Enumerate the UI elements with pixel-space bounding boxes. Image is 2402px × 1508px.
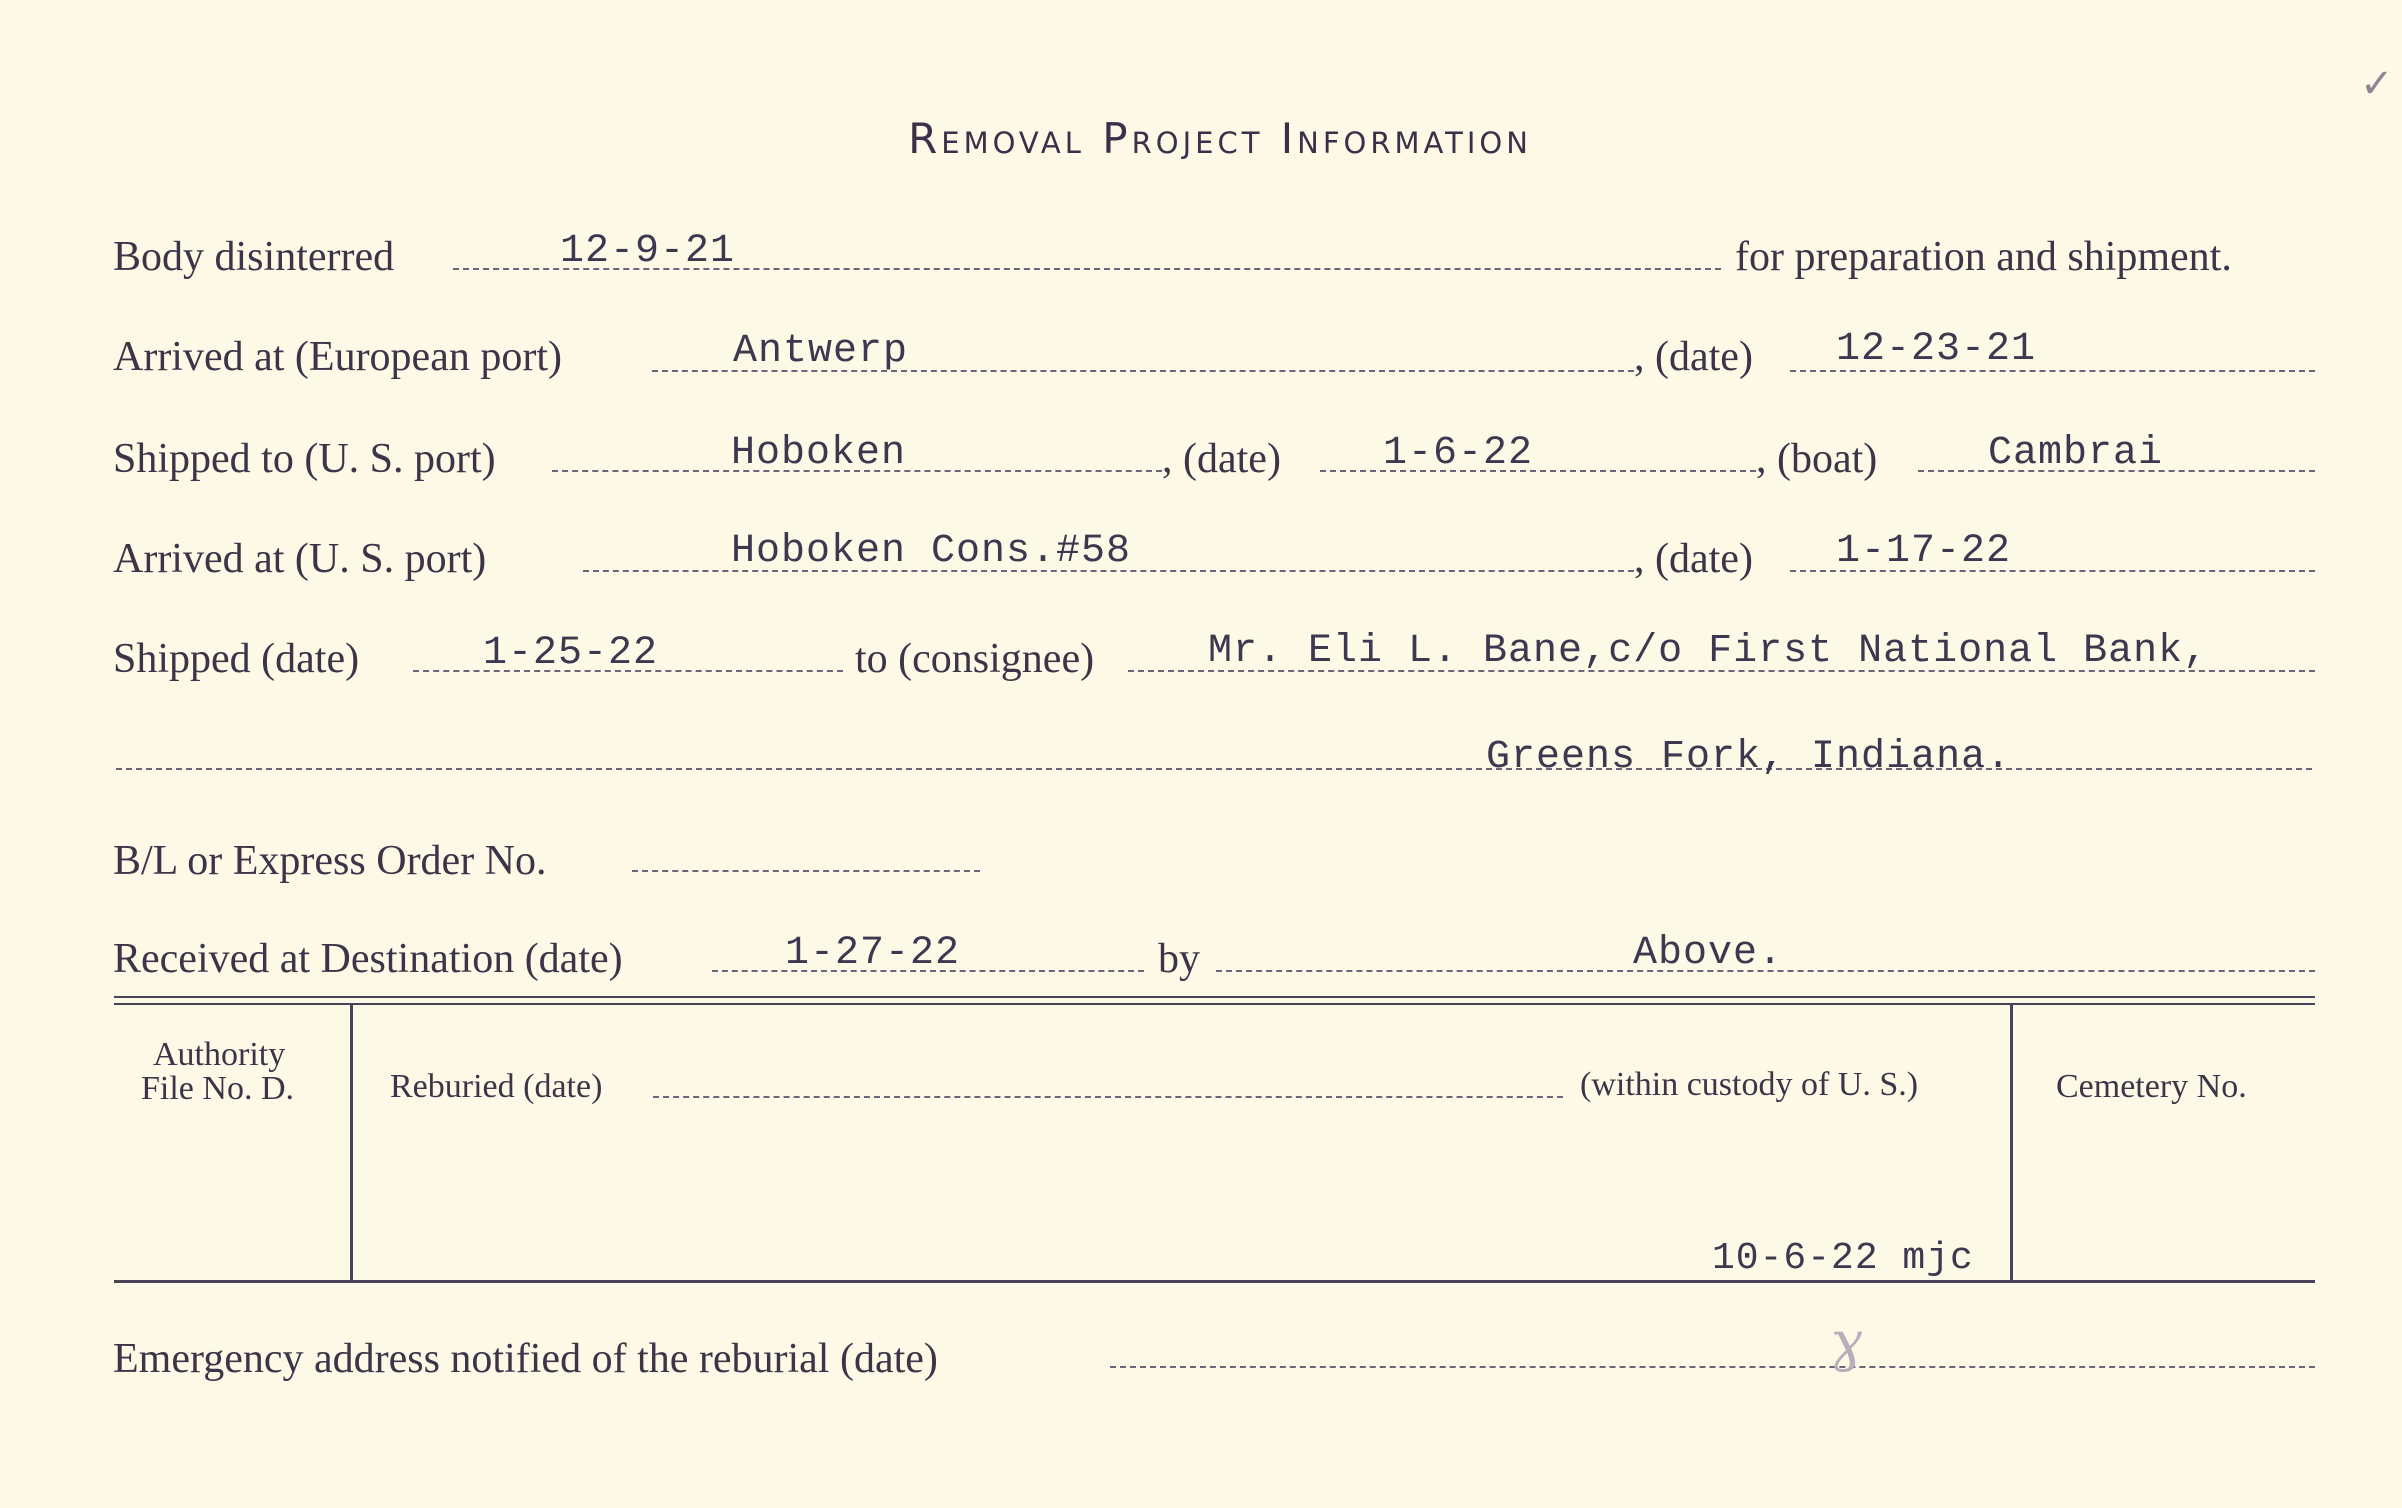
authority-label: Authority [153,1036,286,1073]
reburied-date-field [653,1096,1563,1098]
box-divider-right [2010,1005,2013,1280]
emergency-address-label: Emergency address notified of the reburial (date) [113,1336,938,1382]
received-destination-value: 1-27-22 [785,931,961,976]
file-no-label: File No. D. [141,1070,294,1107]
body-disinterred-label: Body disinterred [113,234,395,280]
box-divider-left [350,1005,353,1280]
european-port-date-label: , (date) [1634,334,1753,380]
bl-express-order-label: B/L or Express Order No. [113,838,547,884]
shipped-date-label: Shipped (date) [113,636,360,682]
preparation-shipment-label: for preparation and shipment. [1735,234,2232,280]
us-port-arrived-value: Hoboken Cons.#58 [731,529,1132,574]
box-bottom-rule [114,1280,2315,1283]
body-disinterred-value: 12-9-21 [560,229,736,274]
boat-label: , (boat) [1756,436,1878,482]
us-port-arrived-date-label: , (date) [1634,536,1753,582]
us-port-arrived-label: Arrived at (U. S. port) [113,536,487,582]
received-by-label: by [1158,936,1200,982]
received-destination-label: Received at Destination (date) [113,936,623,982]
european-port-date-value: 12-23-21 [1836,327,2037,372]
us-port-shipped-label: Shipped to (U. S. port) [113,436,496,482]
box-top-rule-1 [114,996,2315,998]
european-port-label: Arrived at (European port) [113,334,562,380]
us-port-shipped-date-value: 1-6-22 [1383,431,1534,476]
european-port-value: Antwerp [733,329,909,374]
us-port-shipped-date-label: , (date) [1162,436,1281,482]
reburied-date-label: Reburied (date) [390,1068,603,1105]
bl-express-order-field [632,870,980,872]
card-title: Removal Project Information [908,114,1532,163]
corner-mark: ✓ [2360,61,2394,106]
cemetery-no-label: Cemetery No. [2056,1068,2247,1105]
box-top-rule-2 [114,1003,2315,1005]
us-port-shipped-value: Hoboken [731,431,907,476]
box-stamp-value: 10-6-22 mjc [1712,1237,1974,1280]
pencil-mark: ɣ [1830,1310,1863,1373]
us-port-arrived-date-value: 1-17-22 [1836,529,2012,574]
consignee-label: to (consignee) [855,636,1095,682]
boat-value: Cambrai [1988,431,2164,476]
consignee-address-value: Greens Fork, Indiana. [1486,735,2012,780]
consignee-value: Mr. Eli L. Bane,c/o First National Bank, [1208,629,2209,674]
received-by-value: Above. [1633,931,1784,976]
custody-label: (within custody of U. S.) [1580,1066,1919,1103]
emergency-address-field [1110,1366,2315,1368]
shipped-date-value: 1-25-22 [483,631,659,676]
